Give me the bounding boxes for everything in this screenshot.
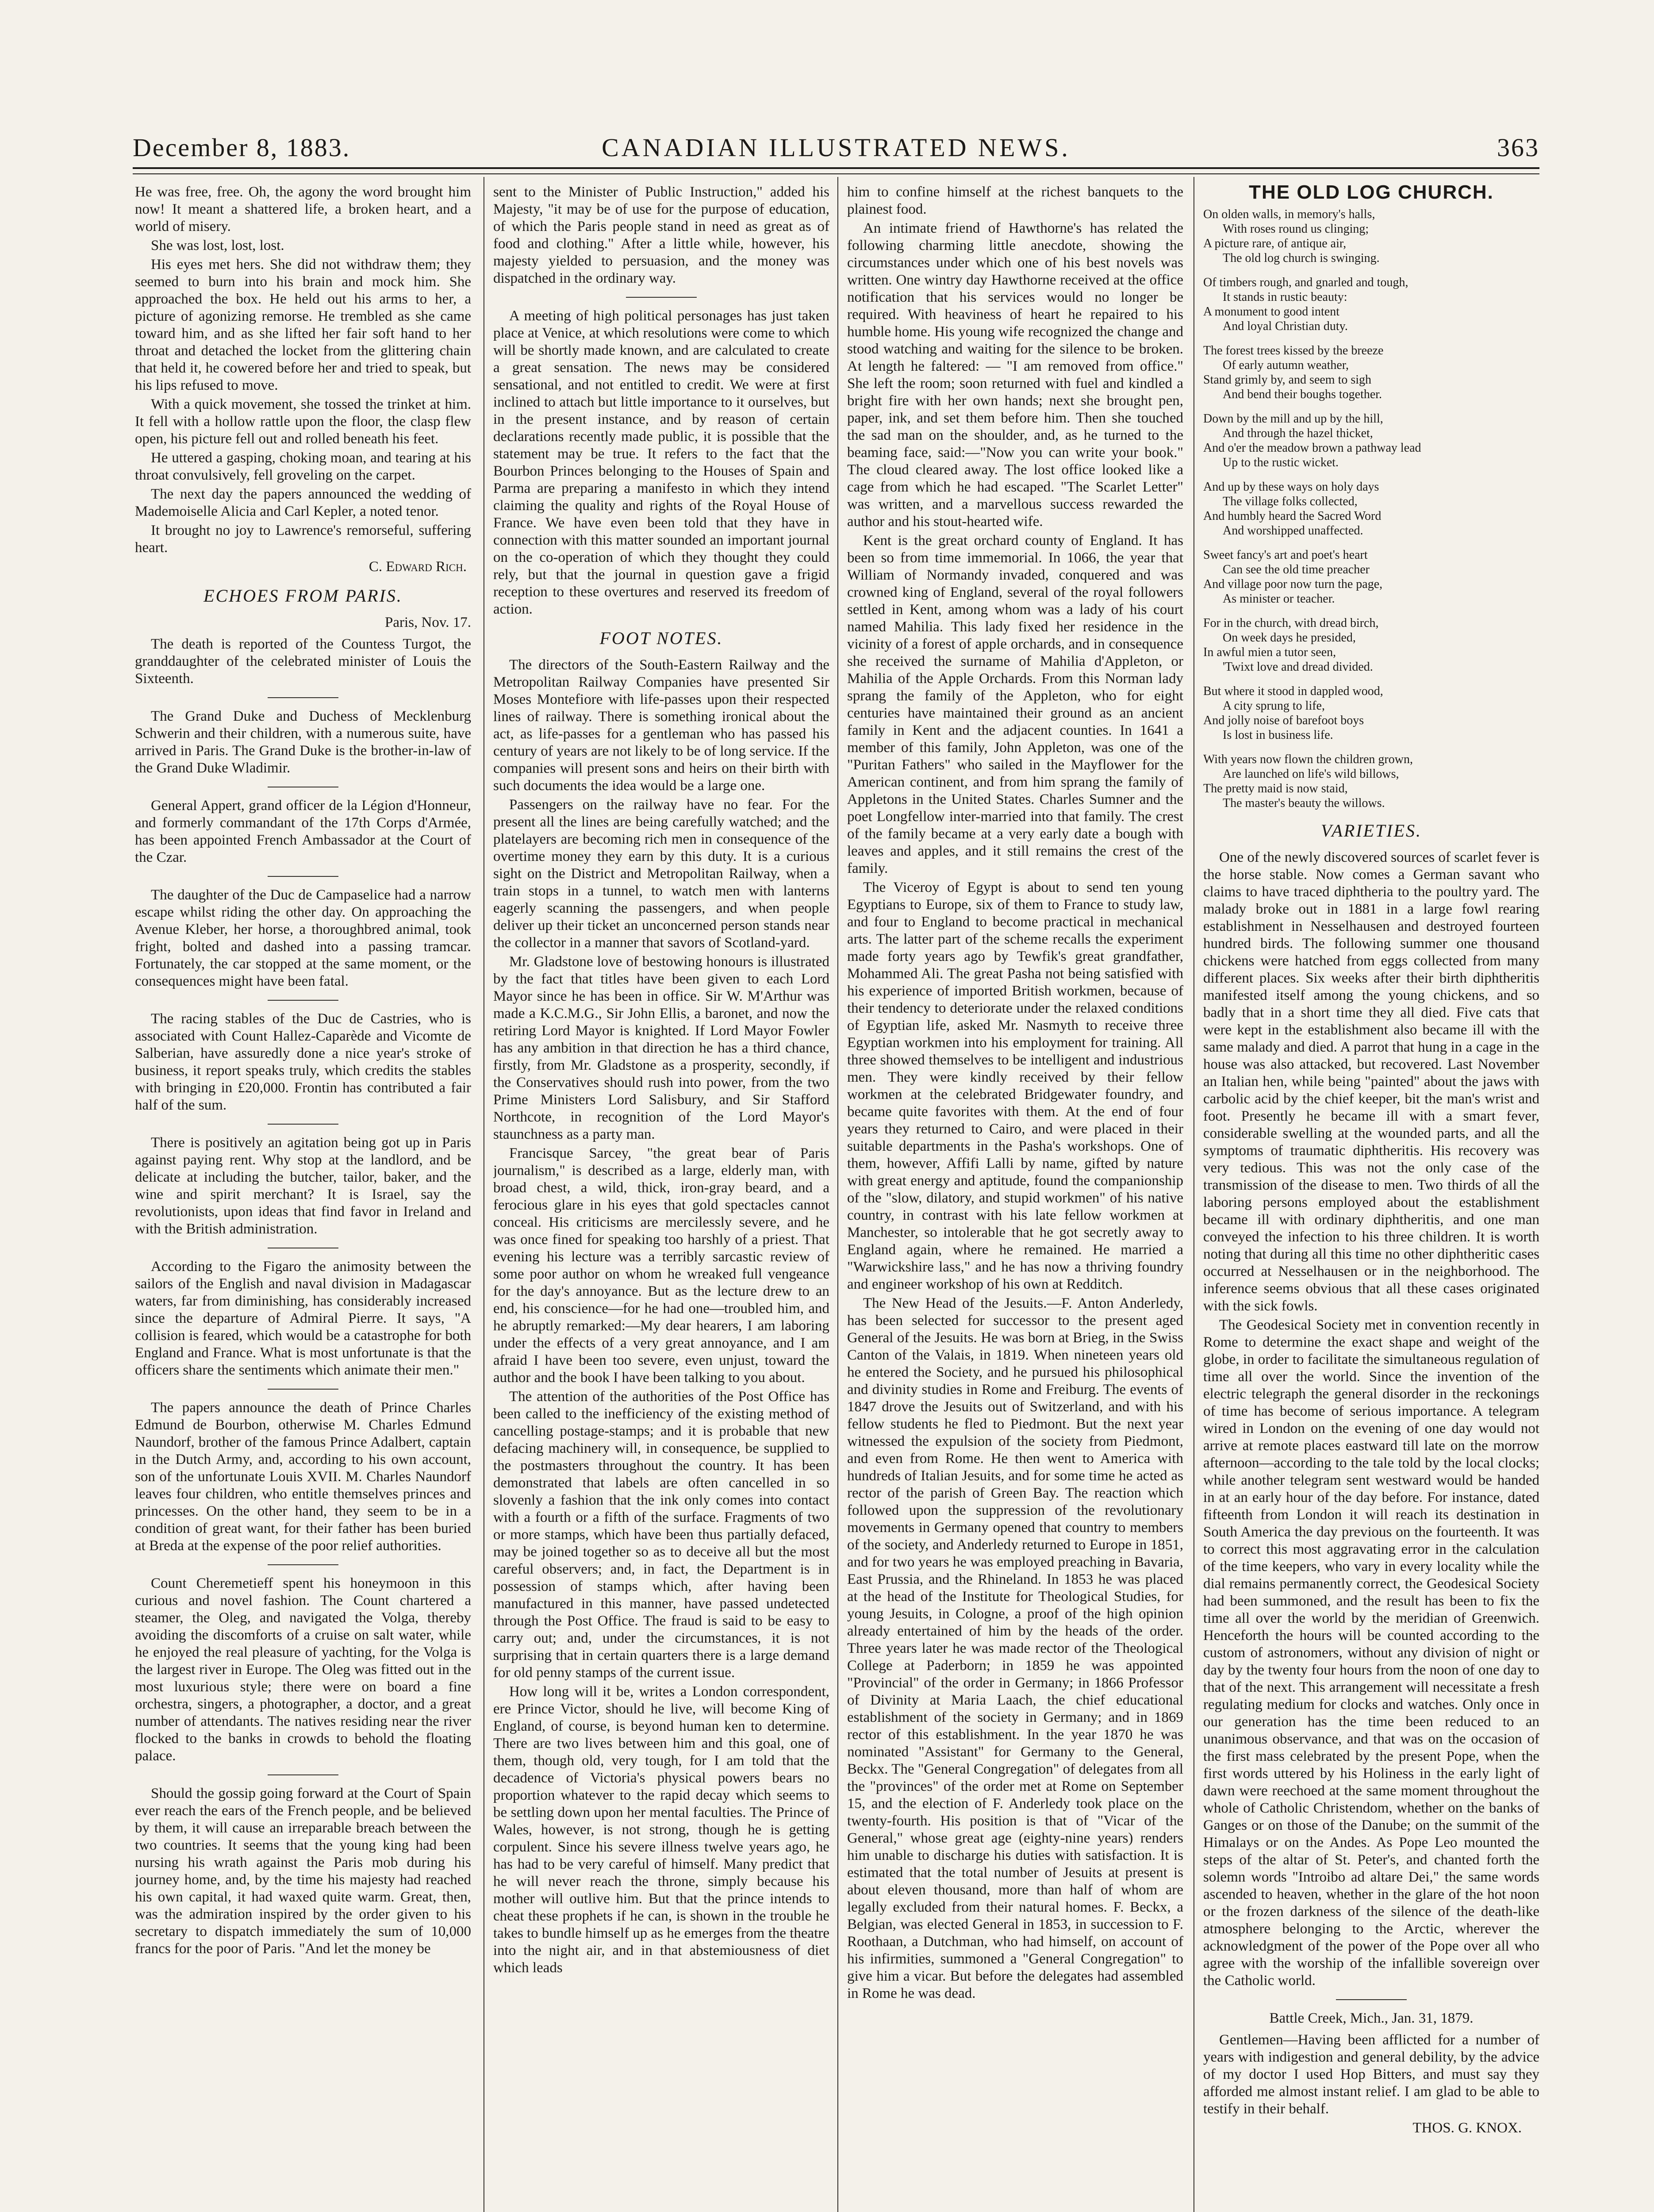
poem-line: The village folks collected, bbox=[1223, 495, 1358, 508]
paragraph: The racing stables of the Duc de Castries, who is associated with Count Hallez-Caparède and Vicomte de Salberian, have assuredly done a nice year's stroke of business, it report speaks truly, which credits the stables with bringing in £20,000. Frontin has contributed a fair half of the sum. bbox=[135, 1011, 471, 1113]
paragraph: The death is reported of the Countess Turgot, the granddaughter of the celebrated minister of Louis the Sixteenth. bbox=[135, 636, 471, 687]
poem-line: In awful mien a tutor seen, bbox=[1203, 645, 1336, 659]
poem-line: The master's beauty the willows. bbox=[1223, 796, 1385, 810]
masthead-rule bbox=[133, 167, 1539, 169]
column-1 bbox=[135, 184, 471, 2212]
poem-line: And humbly heard the Sacred Word bbox=[1203, 509, 1382, 523]
poem-stanza bbox=[1203, 411, 1539, 470]
poem-line: And o'er the meadow brown a pathway lead bbox=[1203, 441, 1421, 455]
poem-line: And worshipped unaffected. bbox=[1223, 524, 1363, 538]
paragraph: The Viceroy of Egypt is about to send ten young Egyptians to Europe, six of them to France to study law, and four to England to become practical in mechanical arts. The latter part of the scheme recalls the experiment made forty years ago by Tewfik's great grandfather, Mohammed Ali. The great Pasha not being satisfied with his experience of imported British workmen, because of their tendency to deteriorate under the relaxed conditions of Egyptian life, asked Mr. Nasmyth to receive three Egyptian workmen into his employment for training. All three showed themselves to be intelligent and industrious men. They were kindly received by their fellow workmen at the celebrated Bridgewater foundry, and became quite favorites with them. At the end of four years they returned to Cairo, and were placed in their suitable departments in the Pasha's workshops. One of them, however, Affifi Lalli by name, gifted by nature with great energy and aptitude, found the companionship of the "slow, dilatory, and stupid workmen" of his native country, in contrast with his late fellow workmen at Manchester, so intolerable that he got secretly away to England again, where he remained. He married a "Warwickshire lass," and he has now a thriving foundry and engineer workshop of his own at Redditch. bbox=[847, 879, 1183, 1292]
poem-stanza bbox=[1203, 275, 1539, 334]
paragraph: One of the newly discovered sources of scarlet fever is the horse stable. Now comes a German savant who claims to have traced diphtheria to the poultry yard. The malady broke out in 1881 in a large fowl rearing establishment in Nesselhausen and destroyed fourteen hundred birds. The following summer one thousand chickens were hatched from eggs collected from many different places. Six weeks after their birth diphtheritis manifested itself among the young chickens, and so badly that in a short time they all died. Five cats that were kept in the establishment also became ill with the same malady and died. A parrot that hung in a cage in the house was also attacked, but recovered. Last November an Italian hen, while being "painted" about the jaws with carbolic acid by the chief keeper, bit the man's wrist and foot. Presently he became ill with a smart fever, considerable swelling at the wounded parts, and all the symptoms of traumatic diphtheritis. His recovery was very tedious. This was not the only case of the transmission of the disease to men. Two thirds of all the laboring persons employed about the establishment became ill with ordinary diphtheritis, and one man conveyed the infection to his three children. It is worth noting that during all this time no other diphtheritic cases occurred at Nesselhausen or in the neighborhood. The inference seems obvious that all these cases originated with the sick fowls. bbox=[1203, 849, 1539, 1314]
column-divider bbox=[1193, 177, 1194, 2212]
poem-line: With roses round us clinging; bbox=[1223, 222, 1369, 236]
masthead-rule-thin bbox=[133, 173, 1539, 174]
poem-line: With years now flown the children grown, bbox=[1203, 753, 1413, 766]
paragraph: According to the Figaro the animosity between the sailors of the English and naval division in Madagascar waters, far from diminishing, has considerably increased since the departure of Admiral Pierre. It says, "A collision is feared, which would be a catastrophe for both England and France. What is most unfortunate is that the officers share the sentiments which animate their men." bbox=[135, 1259, 471, 1378]
section-title-echoes-from-paris: ECHOES FROM PARIS. bbox=[203, 586, 403, 606]
poem-line: And loyal Christian duty. bbox=[1223, 319, 1348, 333]
separator bbox=[268, 697, 338, 698]
poem-line: For in the church, with dread birch, bbox=[1203, 616, 1379, 630]
poem-line: It stands in rustic beauty: bbox=[1223, 290, 1347, 304]
poem-line: And bend their boughs together. bbox=[1223, 388, 1382, 401]
poem-line: Can see the old time preacher bbox=[1223, 563, 1370, 576]
paragraph: The attention of the authorities of the Post Office has been called to the inefficiency of the existing method of cancelling postage-stamps; and it is probable that new defacing machinery will, in consequence, be supplied to the postmasters throughout the country. It has been demonstrated that labels are often cancelled in so slovenly a fashion that the ink only comes into contact with a fourth or a fifth of the surface. Fragments of two or more stamps, which have been thus partially defaced, may be joined together so as to deceive all but the most careful observers; and, in fact, the Department is in possession of stamps which, after having been manufactured in this manner, have passed undetected through the Post Office. The fraud is said to be easy to carry out; and, under the circumstances, it is not surprising that in certain quarters there is a large demand for old penny stamps of the current issue. bbox=[493, 1389, 829, 1681]
paragraph: She was lost, lost, lost. bbox=[151, 238, 284, 253]
poem-title: THE OLD LOG CHURCH. bbox=[1249, 184, 1494, 203]
masthead bbox=[133, 133, 1539, 164]
column-2 bbox=[493, 184, 829, 2212]
paragraph: Should the gossip going forward at the Court of Spain ever reach the ears of the French people, and be believed by them, it will cause an irreparable breach between the two countries. It seems that the young king had been nursing his wrath against the Paris mob during his journey home, and, by the time his majesty had reached his own capital, it had waxed quite warm. Great, then, was the admiration inspired by the order given to his secretary to dispatch immediately the sum of 10,000 francs for the poor of Paris. "And let the money be bbox=[135, 1786, 471, 1957]
poem-line: Of early autumn weather, bbox=[1223, 358, 1349, 372]
poem bbox=[1203, 207, 1539, 810]
separator bbox=[1336, 1999, 1407, 2000]
poem-stanza bbox=[1203, 548, 1539, 606]
issue-date: December 8, 1883. bbox=[133, 133, 351, 162]
poem-line: Of timbers rough, and gnarled and tough, bbox=[1203, 276, 1408, 289]
paragraph: General Appert, grand officer de la Légion d'Honneur, and formerly commandant of the 17th Corps d'Armée, has been appointed French Ambassador at the Court of the Czar. bbox=[135, 798, 471, 865]
paragraph: sent to the Minister of Public Instruction," added his Majesty, "it may be of use for the purpose of education, of which the Paris people stand in need as great as of food and clothing." After a little while, however, his majesty yielded to persuasion, and the money was dispatched in the ordinary way. bbox=[493, 184, 829, 286]
poem-line: Down by the mill and up by the hill, bbox=[1203, 412, 1383, 426]
paragraph: He was free, free. Oh, the agony the word brought him now! It meant a shattered life, a broken heart, and a world of misery. bbox=[135, 184, 471, 234]
poem-stanza bbox=[1203, 480, 1539, 538]
story-signature: C. Edward Rich. bbox=[368, 559, 467, 575]
poem-line: The pretty maid is now staid, bbox=[1203, 782, 1348, 795]
paragraph: Count Cheremetieff spent his honeymoon in this curious and novel fashion. The Count chartered a steamer, the Oleg, and navigated the Volga, thereby avoiding the discomforts of a cruise on salt water, while he enjoyed the real pleasure of yachting, for the Volga is the largest river in Europe. The Oleg was fitted out in the most luxurious style; there were on board a fine orchestra, singers, a photographer, a doctor, and a great number of attendants. The natives residing near the river flocked to the banks in crowds to behold the floating palace. bbox=[135, 1575, 471, 1764]
paragraph: There is positively an agitation being got up in Paris against paying rent. Why stop at the landlord, and be delicate at including the butcher, tailor, baker, and the wine and spirit merchant? It is Israel, say the revolutionists, upon ideas that find favor in Ireland and with the British administration. bbox=[135, 1135, 471, 1237]
poem-line: And up by these ways on holy days bbox=[1203, 480, 1379, 494]
section-title-varieties: VARIETIES. bbox=[1320, 821, 1422, 841]
separator bbox=[626, 297, 697, 298]
paragraph: Mr. Gladstone love of bestowing honours is illustrated by the fact that titles have been given to each Lord Mayor since he has been in office. Sir W. M'Arthur was made a K.C.M.G., Sir John Ellis, a baronet, and now the retiring Lord Mayor is knighted. If Lord Mayor Fowler has any ambition in that direction he has a third chance, firstly, from Mr. Gladstone as a prosperity, secondly, if the Conservatives should rush into power, from the two Prime Ministers Lord Salisbury, and Sir Stafford Northcote, in recognition of the Lord Mayor's staunchness as a party man. bbox=[493, 954, 829, 1142]
paragraph: The New Head of the Jesuits.—F. Anton Anderledy, has been selected for successor to the present aged General of the Jesuits. He was born at Brieg, in the Swiss Canton of the Valais, in 1819. When nineteen years old he entered the Society, and he pursued his philosophical and divinity studies in Rome and Freiburg. The events of 1847 drove the Jesuits out of Switzerland, and with his fellow students he fled to Piedmont. But the next year witnessed the expulsion of the society from Piedmont, and even from Rome. He then went to America with hundreds of Italian Jesuits, and for some time he acted as rector of the parish of Green Bay. The reaction which followed upon the suppression of the revolutionary movements in Germany opened that country to members of the society, and Anderledy returned to Europe in 1851, and for two years he was employed preaching in Bavaria, East Prussia, and the Rhineland. In 1853 he was placed at the head of the Institute for Theological Studies, for young Jesuits, in Cologne, a proof of the high opinion already entertained of him by the heads of the order. Three years later he was made rector of the Theological College at Paderborn; in 1859 he was appointed "Provincial" of the order in Germany; in 1866 Professor of Divinity at Maria Laach, the chief educational establishment of the society in Germany; and in 1869 rector of this establishment. In the year 1870 he was nominated "Assistant" for Germany to the General, Beckx. The "General Congregation" of delegates from all the "provinces" of the order met at Rome on September 15, and the election of F. Anderledy took place on the twenty-fourth. His position is that of "Vicar of the General," whose great age (eighty-nine years) renders him unable to discharge his duties with satisfaction. It is estimated that the total number of Jesuits at present is about eleven thousand, more than half of whom are legally excluded from their natural homes. F. Beckx, a Belgian, was elected General in 1853, in succession to F. Roothaan, a Dutchman, who had himself, on account of his infirmities, summoned a "General Congregation" to give him a vicar. But before the delegates had assembled in Rome he was dead. bbox=[847, 1295, 1183, 2001]
paragraph: His eyes met hers. She did not withdraw them; they seemed to burn into his brain and mock him. She approached the box. He held out his arms to her, a picture of agonizing remorse. He trembled as she came toward him, and as she lifted her fair soft hand to her throat and detached the locket from the glittering chain that held it, he cowered before her and tried to speak, but his lips refused to move. bbox=[135, 257, 471, 393]
separator bbox=[268, 1564, 338, 1565]
letter-body: Gentlemen—Having been afflicted for a number of years with indigestion and general debility, by the advice of my doctor I used Hop Bitters, and must say they afforded me almost instant relief. I am glad to be able to testify in their behalf. bbox=[1203, 2032, 1539, 2117]
paragraph: A meeting of high political personages has just taken place at Venice, at which resolutions were come to which will be shortly made known, and are calculated to create a great sensation. The news may be considered sensational, and not entitled to credit. We were at first inclined to attach but little importance to it ourselves, but in the present instance, and by reason of certain declarations recently made public, it is possible that the statement may be true. It refers to the fact that the Bourbon Princes belonging to the Houses of Spain and Parma are preparing a manifesto in which they intend claiming the quality and rights of the Royal House of France. We have even been told that they have in connection with this matter sounded an important journal on the co-operation of which they thought they could rely, but that the journal in question gave a frigid reception to these overtures and reserved its freedom of action. bbox=[493, 308, 829, 617]
column-3 bbox=[847, 184, 1183, 2212]
paragraph: It brought no joy to Lawrence's remorseful, suffering heart. bbox=[135, 522, 471, 556]
poem-line: And jolly noise of barefoot boys bbox=[1203, 714, 1364, 727]
paragraph: The next day the papers announced the wedding of Mademoiselle Alicia and Carl Kepler, a noted tenor. bbox=[135, 486, 471, 519]
column-divider bbox=[837, 177, 838, 2212]
section-title-foot-notes: FOOT NOTES. bbox=[599, 628, 723, 648]
paragraph: An intimate friend of Hawthorne's has related the following charming little anecdote, showing the circumstances under which one of his best novels was written. One wintry day Hawthorne received at the office notification that his services would no longer be required. With heaviness of heart he repaired to his humble home. His young wife recognized the change and stood watching and waiting for the silence to be broken. At length he faltered: — "I am removed from office." She left the room; soon returned with fuel and kindled a bright fire with her own hands; next she brought pen, paper, ink, and set them before him. Then she touched the sad man on the shoulder, and, as he turned to the beaming face, said:—"Now you can write your book." The cloud cleared away. The lost office looked like a cage from which he had escaped. "The Scarlet Letter" was written, and a marvellous success rewarded the author and his stout-hearted wife. bbox=[847, 220, 1183, 530]
separator bbox=[268, 1389, 338, 1390]
page-number: 363 bbox=[1497, 133, 1539, 162]
poem-stanza bbox=[1203, 616, 1539, 674]
poem-line: And village poor now turn the page, bbox=[1203, 577, 1383, 591]
paragraph: How long will it be, writes a London correspondent, ere Prince Victor, should he live, will become King of England, of course, is beyond human ken to determine. There are two lives between him and this goal, one of them, though old, very tough, for I am told that the decadence of Victoria's physical powers bears no proportion whatever to the rapid decay which seems to be settling down upon her mental faculties. The Prince of Wales, however, is not strong, though he is getting corpulent. Since his severe illness twelve years ago, he has had to be very careful of himself. Many predict that he will never reach the throne, simply because his mother will outlive him. But that the prince intends to cheat these prophets if he can, is shown in the trouble he takes to bundle himself up as he emerges from the theatre into the night air, and in that abstemiousness of diet which leads bbox=[493, 1684, 829, 1976]
paragraph: The Geodesical Society met in convention recently in Rome to determine the exact shape and weight of the globe, in order to facilitate the simultaneous regulation of time all over the world. Since the invention of the electric telegraph the general disorder in the reckonings of time has become of serious importance. A telegram wired in London on the evening of one day would not arrive at remote places eastward till late on the morrow afternoon—according to the tale told by the local clocks; while another telegram sent westward would be handed in at an early hour of the day before. For instance, dated fifteenth from London it will reach its destination in South America the day previous on the fourteenth. It was to correct this most aggravating error in the calculation of the time keepers, who vary in every locality while the dial remains permanently correct, the Geodesical Society had been summoned, and the result has been to fix the time all over the world by the meridian of Greenwich. Henceforth the hours will be counted according to the custom of astronomers, without any division of night or day by the twenty four hours from the noon of one day to that of the next. This arrangement will necessitate a fresh regulating medium for clocks and watches. Only once in our generation has the time been reduced to an unanimous observance, and that was on the occasion of the first mass celebrated by the present Pope, when the first words uttered by his Holiness in the early light of dawn were reechoed at the same moment throughout the whole of Catholic Christendom, whether on the banks of Ganges or on those of the Danube; on the summit of the Himalays or on the Andes. As Pope Leo mounted the steps of the altar of St. Peter's, and chanted forth the solemn words "Introibo ad altare Dei," the same words ascended to heaven, whether in the glare of the hot noon or the frozen darkness of the silence of the death-like atmosphere belonging to the Arctic, wherever the acknowledgment of the power of the Pope over all who agree with the worship of the infallible sovereign over the Catholic world. bbox=[1203, 1317, 1539, 1989]
poem-line: A city sprung to life, bbox=[1223, 699, 1325, 713]
poem-stanza bbox=[1203, 684, 1539, 742]
paragraph: The directors of the South-Eastern Railway and the Metropolitan Railway Companies have presented Sir Moses Montefiore with life-passes upon their respected lines of railway. There is something ironical about the act, as life-passes for a gentleman who has passed his century of years are not likely to be of long service. If the companies will present sons and heirs on their birth with such documents the idea would be a large one. bbox=[493, 657, 829, 794]
poem-line: And through the hazel thicket, bbox=[1223, 426, 1373, 440]
paragraph: Francisque Sarcey, "the great bear of Paris journalism," is described as a large, elderly man, with broad chest, a wild, thick, iron-gray beard, and a ferocious glare in his eyes that gold spectacles cannot conceal. His criticisms are mercilessly severe, and he was once fined for speaking too harshly of a priest. That evening his lecture was a terribly sarcastic review of some poor author on whom he wreaked full vengeance for the day's annoyance. But as the lecture drew to an end, his conscience—for he had one—troubled him, and he abruptly remarked:—My dear hearers, I am laboring under the effects of a very great annoyance, and I am afraid I have been too severe, even unjust, toward the author and the book I have been talking to you about. bbox=[493, 1145, 829, 1386]
poem-stanza bbox=[1203, 207, 1539, 265]
separator bbox=[268, 1774, 338, 1775]
poem-line: On week days he presided, bbox=[1223, 631, 1356, 645]
poem-line: Stand grimly by, and seem to sigh bbox=[1203, 373, 1372, 387]
separator bbox=[268, 876, 338, 877]
poem-line: The old log church is swinging. bbox=[1223, 251, 1380, 265]
poem-stanza bbox=[1203, 752, 1539, 810]
paragraph: Kent is the great orchard county of England. It has been so from time immemorial. In 1066, the year that William of Normandy invaded, conquered and was crowned king of England, several of the royal followers settled in Kent, among whom was a lady of his court named Mahilia. This lady fixed her residence in the vicinity of a forest of apple orchards, and in consequence she received the surname of Mahilia d'Appleton, or Mahilia of the Apple Orchards. From this Norman lady sprang the family of the Appleton, who for eight centuries have maintained their ground as an ancient family in Kent and the adjacent counties. In 1641 a member of this family, John Appleton, was one of the "Puritan Fathers" who sailed in the Mayflower for the American continent, and from him sprang the family of Appletons in the United States. Charles Sumner and the poet Longfellow inter-married into that family. The crest of the family became at a very early date a bough with leaves and apples, and it still remains the crest of the family. bbox=[847, 533, 1183, 876]
paragraph: With a quick movement, she tossed the trinket at him. It fell with a hollow rattle upon the floor, the clasp flew open, his picture fell out and rolled beneath his feet. bbox=[135, 396, 471, 447]
poem-line: Sweet fancy's art and poet's heart bbox=[1203, 548, 1368, 562]
poem-line: But where it stood in dappled wood, bbox=[1203, 684, 1383, 698]
paragraph: him to confine himself at the richest banquets to the plainest food. bbox=[847, 184, 1183, 217]
poem-line: Are launched on life's wild billows, bbox=[1223, 767, 1399, 781]
poem-line: On olden walls, in memory's halls, bbox=[1203, 207, 1375, 221]
paragraph: The daughter of the Duc de Campaselice had a narrow escape whilst riding the other day. On approaching the Avenue Kleber, her horse, a thoroughbred animal, took fright, bolted and dashed into a passing tramcar. Fortunately, the car stopped at the same moment, or the consequences might have been fatal. bbox=[135, 887, 471, 989]
paragraph: The papers announce the death of Prince Charles Edmund de Bourbon, otherwise M. Charles Edmund Naundorf, brother of the famous Prince Adalbert, captain in the Dutch Army, and, according to his own account, son of the unfortunate Louis XVII. M. Charles Naundorf leaves four children, who entitle themselves princes and princesses. On the other hand, they seem to be in a condition of great want, for their father has been buried at Breda at the expense of the poor relief authorities. bbox=[135, 1400, 471, 1554]
separator bbox=[268, 1124, 338, 1125]
dateline: Paris, Nov. 17. bbox=[385, 614, 471, 630]
poem-line: Is lost in business life. bbox=[1223, 728, 1333, 742]
paragraph: He uttered a gasping, choking moan, and tearing at his throat convulsively, fell groveling on the carpet. bbox=[135, 450, 471, 483]
letter-dateline: Battle Creek, Mich., Jan. 31, 1879. bbox=[1269, 2010, 1474, 2026]
column-4 bbox=[1203, 184, 1539, 2212]
letter-signature: THOS. G. KNOX. bbox=[1412, 2120, 1522, 2136]
poem-stanza bbox=[1203, 343, 1539, 402]
poem-line: 'Twixt love and dread divided. bbox=[1223, 660, 1373, 674]
poem-line: A picture rare, of antique air, bbox=[1203, 237, 1347, 250]
newspaper-title: CANADIAN ILLUSTRATED NEWS. bbox=[602, 133, 1071, 162]
poem-line: A monument to good intent bbox=[1203, 305, 1339, 319]
paragraph: Passengers on the railway have no fear. For the present all the lines are being carefully watched; and the platelayers are becoming rich men in consequence of the overtime money they earn by this duty. It is a curious sight on the District and Metropolitan Railway, when a train stops in a tunnel, to watch men with lanterns eagerly scanning the passengers, and when people deliver up their ticket an unconcerned person stands near the collector in a manner that savors of Scotland-yard. bbox=[493, 797, 829, 951]
separator bbox=[268, 1000, 338, 1001]
poem-line: The forest trees kissed by the breeze bbox=[1203, 344, 1384, 357]
poem-line: As minister or teacher. bbox=[1223, 592, 1335, 606]
poem-line: Up to the rustic wicket. bbox=[1223, 456, 1339, 469]
paragraph: The Grand Duke and Duchess of Mecklenburg Schwerin and their children, with a numerous suite, have arrived in Paris. The Grand Duke is the brother-in-law of the Grand Duke Wladimir. bbox=[135, 708, 471, 776]
